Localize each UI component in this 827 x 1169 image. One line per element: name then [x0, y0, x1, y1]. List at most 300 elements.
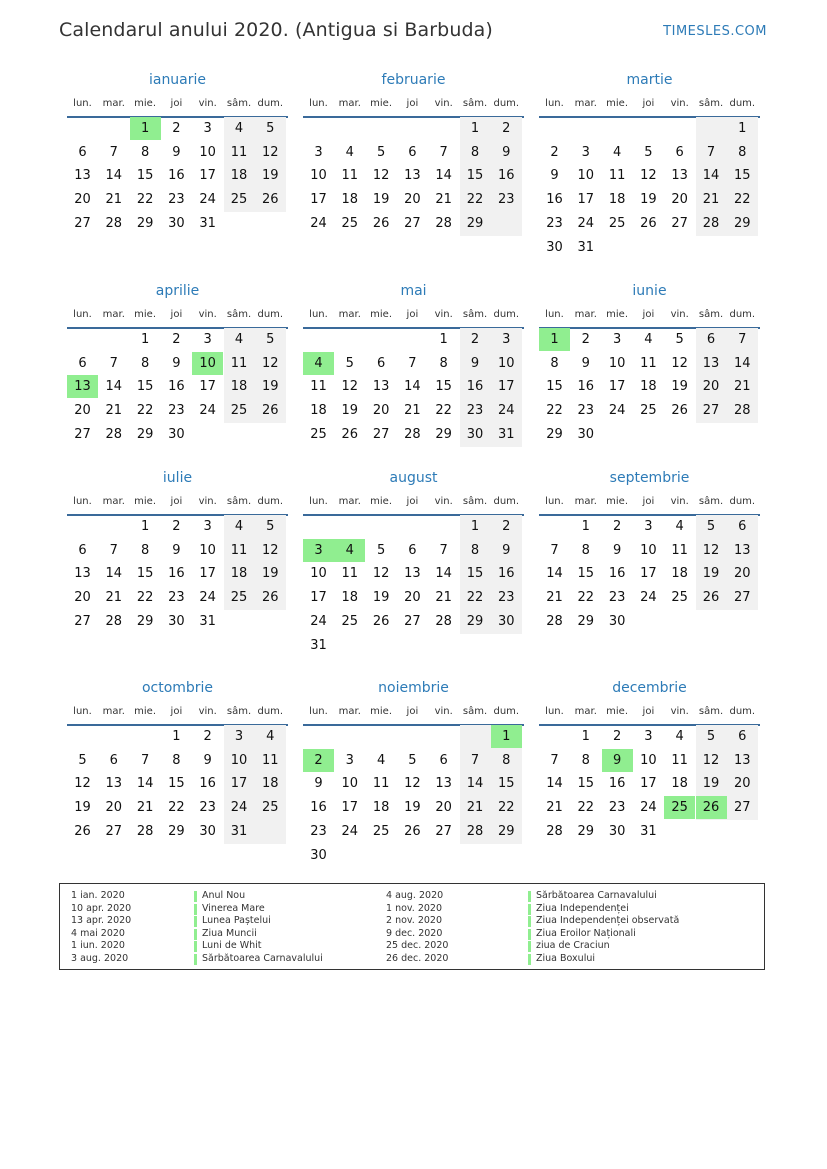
day-cell: 22	[136, 403, 154, 419]
day-cell: 30	[168, 613, 185, 629]
day-cell: 28	[435, 613, 452, 629]
day-cell: 12	[671, 355, 688, 371]
legend-date: 1 ian. 2020	[71, 890, 125, 901]
day-cell: 9	[172, 355, 181, 371]
day-cell: 5	[706, 519, 716, 534]
day-cell: 24	[498, 403, 515, 419]
holiday-day-cell: 26	[696, 796, 727, 819]
day-cell: 29	[168, 823, 185, 839]
weekday-label: lun.	[73, 98, 92, 109]
day-cell: 11	[341, 566, 359, 582]
day-cell: 16	[608, 776, 626, 792]
day-cell: 16	[498, 168, 515, 184]
day-cell: 23	[310, 823, 327, 839]
weekday-label: joi	[642, 309, 655, 320]
holiday-day-cell: 1	[491, 725, 522, 748]
month-title: ianuarie	[148, 72, 207, 88]
weekday-label: mar.	[574, 706, 597, 717]
day-cell: 14	[435, 168, 452, 184]
day-cell: 5	[706, 729, 716, 744]
day-cell: 5	[266, 519, 275, 534]
day-cell: 2	[550, 144, 559, 160]
day-cell: 19	[372, 192, 390, 208]
weekday-label: dum.	[493, 309, 520, 320]
weekday-label: vin.	[434, 98, 453, 109]
legend-color-marker	[194, 891, 197, 902]
day-cell: 17	[640, 776, 657, 792]
legend-color-marker	[194, 941, 197, 952]
weekday-label: vin.	[434, 309, 453, 320]
day-cell: 14	[466, 776, 484, 792]
legend-holiday-name: Ziua Independenței	[536, 902, 629, 914]
day-cell: 5	[78, 752, 87, 768]
day-cell: 21	[404, 403, 421, 419]
day-cell: 21	[105, 590, 123, 606]
weekday-label: vin.	[198, 496, 217, 507]
day-cell: 8	[140, 144, 150, 160]
day-cell: 29	[577, 823, 595, 839]
day-cell: 12	[372, 168, 390, 184]
day-cell: 18	[671, 566, 688, 582]
day-cell: 5	[266, 121, 275, 136]
weekday-label: dum.	[493, 98, 520, 109]
weekday-label: mie.	[134, 706, 157, 717]
day-cell: 18	[671, 776, 688, 792]
day-cell: 22	[466, 590, 484, 606]
day-cell: 18	[341, 590, 359, 606]
day-cell: 27	[372, 426, 390, 442]
day-cell: 26	[262, 192, 279, 208]
day-cell: 6	[78, 355, 87, 371]
weekday-label: lun.	[545, 98, 564, 109]
day-cell: 30	[498, 613, 515, 629]
day-cell: 10	[310, 168, 327, 184]
day-cell: 19	[262, 379, 279, 395]
day-cell: 31	[230, 823, 248, 839]
day-cell: 5	[266, 332, 275, 347]
day-cell: 15	[577, 776, 595, 792]
day-cell: 30	[608, 823, 626, 839]
day-cell: 15	[546, 379, 563, 395]
day-cell: 27	[74, 613, 91, 629]
day-cell: 24	[310, 613, 327, 629]
day-cell: 25	[640, 403, 657, 419]
day-cell: 28	[546, 823, 563, 839]
holiday-day-cell: 1	[130, 117, 161, 140]
day-cell: 27	[734, 800, 751, 816]
day-cell: 16	[168, 379, 185, 395]
weekday-label: mie.	[134, 98, 157, 109]
day-cell: 20	[404, 590, 421, 606]
day-cell: 18	[262, 776, 279, 792]
weekday-label: sâm.	[226, 98, 252, 109]
day-cell: 27	[435, 823, 452, 839]
day-cell: 7	[439, 144, 448, 160]
weekday-label: mie.	[370, 98, 393, 109]
day-cell: 3	[203, 332, 212, 347]
day-cell: 8	[439, 355, 448, 371]
weekday-label: sâm.	[226, 496, 252, 507]
day-cell: 10	[341, 776, 359, 792]
weekday-label: dum.	[729, 706, 756, 717]
day-cell: 7	[109, 144, 118, 160]
legend-date: 10 apr. 2020	[71, 902, 132, 914]
day-cell: 17	[341, 800, 359, 816]
day-cell: 8	[738, 144, 747, 160]
legend-color-marker	[194, 904, 197, 915]
day-cell: 6	[408, 144, 417, 160]
site-link[interactable]: TIMESLES.COM	[663, 24, 767, 39]
holiday-day-cell: 13	[67, 375, 98, 398]
day-cell: 16	[577, 379, 595, 395]
day-cell: 11	[230, 355, 248, 371]
legend-date: 4 aug. 2020	[386, 890, 444, 901]
weekday-label: vin.	[434, 706, 453, 717]
day-cell: 7	[408, 355, 417, 371]
day-cell: 1	[470, 519, 480, 534]
day-cell: 7	[550, 542, 559, 558]
day-cell: 2	[612, 729, 622, 744]
day-cell: 25	[230, 403, 248, 419]
legend-date: 4 mai 2020	[71, 927, 125, 939]
day-cell: 2	[502, 519, 511, 534]
day-cell: 8	[470, 144, 480, 160]
weekday-label: mar.	[338, 496, 361, 507]
day-cell: 15	[498, 776, 515, 792]
day-cell: 13	[404, 566, 421, 582]
weekday-label: joi	[642, 98, 655, 109]
day-cell: 25	[310, 426, 327, 442]
day-cell: 13	[105, 776, 123, 792]
day-cell: 16	[498, 566, 515, 582]
weekday-label: mie.	[606, 496, 629, 507]
day-cell: 16	[168, 168, 185, 184]
day-cell: 21	[546, 800, 563, 816]
day-cell: 12	[74, 776, 91, 792]
day-cell: 24	[199, 192, 216, 208]
day-cell: 7	[550, 752, 559, 768]
day-cell: 23	[608, 800, 626, 816]
day-cell: 24	[608, 403, 626, 419]
day-cell: 24	[310, 215, 327, 231]
day-cell: 6	[706, 332, 716, 347]
weekday-label: mar.	[102, 98, 125, 109]
day-cell: 9	[550, 168, 559, 184]
weekday-label: mie.	[370, 309, 393, 320]
weekday-label: lun.	[545, 706, 564, 717]
day-cell: 19	[702, 776, 720, 792]
day-cell: 25	[341, 613, 359, 629]
day-cell: 12	[262, 144, 279, 160]
day-cell: 2	[172, 121, 181, 136]
day-cell: 11	[230, 542, 248, 558]
day-cell: 4	[612, 144, 622, 160]
day-cell: 17	[608, 379, 626, 395]
day-cell: 24	[577, 215, 595, 231]
day-cell: 27	[74, 426, 91, 442]
day-cell: 30	[577, 426, 595, 442]
day-cell: 16	[199, 776, 216, 792]
weekday-label: vin.	[198, 98, 217, 109]
day-cell: 14	[105, 379, 123, 395]
day-cell: 22	[577, 800, 595, 816]
day-cell: 19	[341, 403, 359, 419]
day-cell: 21	[136, 800, 154, 816]
weekday-label: vin.	[434, 496, 453, 507]
weekday-label: mie.	[134, 309, 157, 320]
day-cell: 30	[608, 613, 626, 629]
day-cell: 15	[466, 566, 484, 582]
day-cell: 4	[345, 144, 354, 160]
day-cell: 5	[408, 752, 417, 768]
day-cell: 22	[168, 800, 185, 816]
day-cell: 22	[136, 590, 154, 606]
weekday-label: mar.	[102, 706, 125, 717]
day-cell: 19	[372, 590, 390, 606]
weekday-label: joi	[406, 98, 419, 109]
holiday-day-cell: 4	[334, 539, 365, 562]
holiday-day-cell: 1	[539, 328, 570, 351]
legend-date: 3 aug. 2020	[71, 952, 129, 964]
day-cell: 7	[109, 542, 118, 558]
weekday-label: mar.	[574, 98, 597, 109]
weekday-label: dum.	[257, 496, 284, 507]
day-cell: 30	[546, 239, 563, 255]
legend-date: 9 dec. 2020	[386, 927, 443, 939]
day-cell: 5	[345, 355, 354, 371]
holiday-day-cell: 3	[303, 539, 334, 562]
day-cell: 6	[408, 542, 417, 558]
weekday-label: joi	[642, 706, 655, 717]
legend-date: 2 nov. 2020	[386, 915, 442, 926]
day-cell: 31	[199, 613, 216, 629]
weekday-label: lun.	[309, 706, 328, 717]
day-cell: 4	[376, 752, 386, 768]
day-cell: 7	[706, 144, 716, 160]
day-cell: 4	[644, 332, 653, 347]
legend-holiday-name: Ziua Eroilor Naționali	[536, 927, 636, 939]
day-cell: 8	[502, 752, 511, 768]
day-cell: 14	[404, 379, 421, 395]
day-cell: 13	[435, 776, 452, 792]
legend-color-marker	[528, 941, 531, 952]
weekday-label: joi	[406, 309, 419, 320]
day-cell: 20	[404, 192, 421, 208]
day-cell: 17	[577, 192, 595, 208]
day-cell: 26	[404, 823, 421, 839]
weekday-label: vin.	[670, 98, 689, 109]
weekday-label: lun.	[545, 309, 564, 320]
day-cell: 30	[168, 215, 185, 231]
day-cell: 3	[502, 332, 511, 347]
day-cell: 9	[203, 752, 212, 768]
day-cell: 28	[404, 426, 421, 442]
day-cell: 26	[341, 426, 359, 442]
day-cell: 6	[675, 144, 684, 160]
day-cell: 30	[310, 847, 327, 863]
day-cell: 17	[498, 379, 515, 395]
weekday-label: dum.	[729, 98, 756, 109]
day-cell: 4	[234, 121, 244, 136]
day-cell: 8	[581, 542, 590, 558]
day-cell: 17	[199, 168, 216, 184]
day-cell: 9	[581, 355, 590, 371]
day-cell: 27	[702, 403, 720, 419]
day-cell: 22	[546, 403, 563, 419]
month-title: decembrie	[612, 680, 687, 696]
day-cell: 23	[466, 403, 484, 419]
day-cell: 29	[577, 613, 595, 629]
day-cell: 25	[262, 800, 279, 816]
day-cell: 7	[109, 355, 118, 371]
day-cell: 23	[168, 590, 185, 606]
legend-holiday-name: Ziua Independenței observată	[536, 915, 680, 926]
weekday-label: sâm.	[698, 309, 724, 320]
weekday-label: lun.	[73, 496, 92, 507]
page-title: Calendarul anului 2020. (Antigua si Barbuda)	[59, 19, 493, 41]
day-cell: 20	[702, 379, 720, 395]
day-cell: 8	[550, 355, 559, 371]
weekday-label: mie.	[370, 496, 393, 507]
day-cell: 1	[738, 121, 747, 136]
day-cell: 20	[105, 800, 123, 816]
day-cell: 15	[136, 379, 154, 395]
legend-holiday-name: Sărbătoarea Carnavalului	[536, 890, 657, 901]
day-cell: 10	[640, 542, 657, 558]
day-cell: 24	[640, 800, 657, 816]
day-cell: 8	[140, 542, 150, 558]
day-cell: 11	[262, 752, 279, 768]
day-cell: 18	[640, 379, 657, 395]
day-cell: 11	[310, 379, 327, 395]
day-cell: 10	[640, 752, 657, 768]
weekday-label: vin.	[198, 706, 217, 717]
day-cell: 28	[702, 215, 720, 231]
day-cell: 19	[702, 566, 720, 582]
day-cell: 4	[234, 332, 244, 347]
weekday-label: sâm.	[462, 98, 488, 109]
day-cell: 27	[671, 215, 688, 231]
day-cell: 17	[310, 590, 327, 606]
day-cell: 23	[168, 403, 185, 419]
day-cell: 4	[234, 519, 244, 534]
weekday-label: joi	[406, 706, 419, 717]
day-cell: 16	[608, 566, 626, 582]
day-cell: 22	[466, 192, 484, 208]
weekday-label: vin.	[198, 309, 217, 320]
weekday-label: mar.	[338, 706, 361, 717]
day-cell: 21	[105, 403, 123, 419]
month-title: aprilie	[155, 283, 200, 299]
day-cell: 18	[372, 800, 390, 816]
day-cell: 14	[136, 776, 154, 792]
day-cell: 18	[310, 403, 327, 419]
day-cell: 30	[168, 426, 185, 442]
day-cell: 6	[738, 729, 747, 744]
holiday-day-cell: 10	[192, 352, 223, 375]
day-cell: 1	[140, 332, 150, 347]
day-cell: 14	[546, 566, 563, 582]
day-cell: 29	[466, 215, 484, 231]
day-cell: 26	[262, 403, 279, 419]
day-cell: 29	[546, 426, 563, 442]
weekday-label: dum.	[729, 496, 756, 507]
day-cell: 15	[734, 168, 751, 184]
day-cell: 3	[644, 519, 653, 534]
day-cell: 29	[734, 215, 751, 231]
day-cell: 28	[734, 403, 751, 419]
day-cell: 15	[136, 168, 154, 184]
day-cell: 24	[341, 823, 359, 839]
day-cell: 10	[230, 752, 248, 768]
weekday-label: sâm.	[698, 496, 724, 507]
day-cell: 5	[644, 144, 653, 160]
day-cell: 17	[230, 776, 248, 792]
weekday-label: joi	[406, 496, 419, 507]
legend-holiday-name: Vinerea Mare	[202, 902, 265, 914]
day-cell: 12	[341, 379, 359, 395]
weekday-label: mar.	[102, 496, 125, 507]
day-cell: 2	[470, 332, 480, 347]
weekday-label: sâm.	[462, 496, 488, 507]
legend-holiday-name: Anul Nou	[202, 890, 246, 901]
month-title: septembrie	[609, 470, 690, 486]
day-cell: 6	[439, 752, 448, 768]
day-cell: 13	[74, 168, 91, 184]
day-cell: 13	[734, 542, 751, 558]
day-cell: 14	[546, 776, 563, 792]
day-cell: 29	[466, 613, 484, 629]
month-title: noiembrie	[378, 680, 449, 696]
day-cell: 3	[644, 729, 653, 744]
legend-holiday-name: Ziua Muncii	[202, 927, 257, 939]
day-cell: 23	[608, 590, 626, 606]
day-cell: 9	[470, 355, 480, 371]
day-cell: 26	[372, 613, 390, 629]
day-cell: 6	[78, 542, 87, 558]
month-title: iunie	[632, 283, 667, 299]
day-cell: 6	[376, 355, 386, 371]
day-cell: 2	[203, 729, 212, 744]
day-cell: 26	[640, 215, 657, 231]
day-cell: 29	[136, 426, 154, 442]
day-cell: 19	[262, 566, 279, 582]
day-cell: 13	[372, 379, 390, 395]
day-cell: 23	[546, 215, 563, 231]
day-cell: 31	[577, 239, 595, 255]
day-cell: 27	[105, 823, 123, 839]
weekday-label: mar.	[102, 309, 125, 320]
day-cell: 2	[581, 332, 590, 347]
day-cell: 14	[734, 355, 751, 371]
day-cell: 21	[734, 379, 751, 395]
day-cell: 13	[671, 168, 688, 184]
day-cell: 10	[310, 566, 327, 582]
day-cell: 17	[199, 566, 216, 582]
legend-color-marker	[528, 916, 531, 927]
day-cell: 23	[199, 800, 216, 816]
month-title: februarie	[381, 72, 446, 88]
day-cell: 4	[266, 729, 275, 744]
day-cell: 3	[203, 519, 212, 534]
day-cell: 22	[435, 403, 452, 419]
day-cell: 28	[136, 823, 154, 839]
day-cell: 31	[310, 637, 327, 653]
day-cell: 5	[376, 144, 386, 160]
day-cell: 19	[404, 800, 421, 816]
month-title: iulie	[162, 470, 193, 486]
weekday-label: dum.	[257, 309, 284, 320]
